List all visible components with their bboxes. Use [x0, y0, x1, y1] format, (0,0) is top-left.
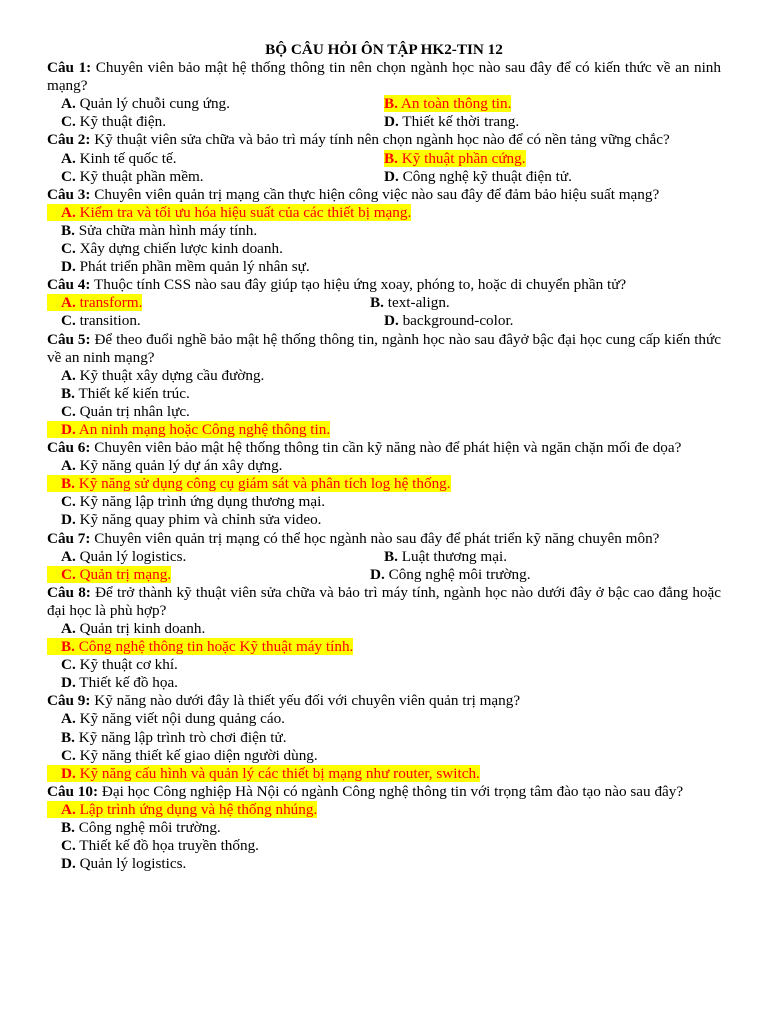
option-b-correct: B. Công nghệ thông tin hoặc Kỹ thuật máy tính.	[47, 638, 721, 656]
option-d: D. Phát triển phần mềm quản lý nhân sự.	[61, 258, 310, 276]
question-text: Chuyên viên quản trị mạng cần thực hiện công việc nào sau đây để đảm bảo hiệu suất mạng?	[90, 185, 660, 203]
option-b-correct: B. Kỹ năng sử dụng công cụ giám sát và phân tích log hệ thống.	[47, 475, 721, 493]
option-row	[47, 294, 721, 312]
option-b: B. Công nghệ môi trường.	[61, 819, 221, 837]
question-3	[47, 186, 721, 204]
option-c: C. Xây dựng chiến lược kinh doanh.	[61, 240, 283, 258]
question-8	[47, 584, 721, 620]
question-text: Thuộc tính CSS nào sau đây giúp tạo hiệu ứng xoay, phóng to, hoặc di chuyển phần tử?	[90, 276, 627, 294]
option-b: B. Sửa chữa màn hình máy tính.	[61, 221, 258, 239]
option-a: A. Kỹ năng viết nội dung quảng cáo.	[61, 710, 285, 728]
option-c: C. transition.	[61, 312, 141, 330]
option-row	[47, 548, 721, 566]
option-row	[47, 312, 721, 330]
option-c-correct: C. Quản trị mạng.	[47, 566, 370, 584]
question-9	[47, 692, 721, 710]
question-1	[47, 59, 721, 95]
option-row	[47, 150, 721, 168]
option-b: B. Luật thương mại.	[384, 547, 507, 565]
question-10	[47, 783, 721, 801]
option-d: D. Thiết kế thời trang.	[384, 113, 520, 131]
option-a: A. Kinh tế quốc tế.	[61, 149, 177, 167]
option-row	[47, 168, 721, 186]
option-b: B. Kỹ năng lập trình trò chơi điện tử.	[61, 728, 287, 746]
option-c: C. Kỹ thuật cơ khí.	[61, 656, 178, 674]
question-label: Câu 10:	[47, 782, 99, 800]
question-text: Để trở thành kỹ thuật viên sửa chữa và bảo trì máy tính, ngành học nào dưới đây ở bậc cao đẳng hoặc đại học là phù hợp?	[47, 583, 721, 619]
option-row	[47, 566, 721, 584]
option-row	[47, 113, 721, 131]
question-2	[47, 131, 721, 149]
option-a-correct: A. Lập trình ứng dụng và hệ thống nhúng.	[47, 801, 721, 819]
option-b-correct: B. Kỹ thuật phần cứng.	[384, 149, 526, 167]
option-c: C. Kỹ thuật điện.	[61, 113, 167, 131]
option-a: A. Quản lý logistics.	[61, 547, 187, 565]
option-a: A. Kỹ thuật xây dựng cầu đường.	[61, 366, 265, 384]
question-label: Câu 7:	[47, 529, 91, 547]
option-a: A. Quản trị kinh doanh.	[61, 620, 206, 637]
option-d: D. Công nghệ môi trường.	[370, 565, 531, 583]
question-label: Câu 5:	[47, 330, 91, 348]
option-b: B. Thiết kế kiến trúc.	[61, 384, 190, 402]
option-c: C. Kỹ thuật phần mềm.	[61, 167, 204, 185]
option-d: D. Kỹ năng quay phim và chỉnh sửa video.	[61, 511, 322, 529]
question-label: Câu 6:	[47, 439, 91, 457]
option-c: C. Kỹ năng thiết kế giao diện người dùng.	[61, 746, 318, 764]
question-label: Câu 8:	[47, 583, 91, 601]
question-6	[47, 439, 721, 457]
option-a-correct: A. Kiểm tra và tối ưu hóa hiệu suất của các thiết bị mạng.	[47, 204, 721, 222]
option-c: C. Thiết kế đồ họa truyền thống.	[61, 837, 259, 855]
option-d-correct: D. An ninh mạng hoặc Công nghệ thông tin.	[47, 421, 721, 439]
option-d: D. Công nghệ kỹ thuật điện tử.	[384, 167, 572, 185]
option-c: C. Kỹ năng lập trình ứng dụng thương mại.	[61, 493, 326, 511]
option-a-correct: A. transform.	[47, 294, 370, 312]
option-b-correct: B. An toàn thông tin.	[384, 95, 512, 113]
option-a: A. Quản lý chuỗi cung ứng.	[61, 95, 230, 113]
option-d: D. Thiết kế đồ họa.	[61, 674, 178, 692]
question-text: Kỹ thuật viên sửa chữa và bảo trì máy tính nên chọn ngành học nào để có nền tảng vững chắc?	[90, 131, 670, 149]
question-7	[47, 530, 721, 548]
question-text: Để theo đuổi nghề bảo mật hệ thống thông tin, ngành học nào sau đâyở bậc đại học cung cấp kiến thức về an ninh mạng?	[47, 330, 721, 366]
option-row	[47, 95, 721, 113]
question-text: Chuyên viên quản trị mạng có thể học ngành nào sau đây để phát triển kỹ năng chuyên môn?	[90, 529, 660, 547]
document-title: BỘ CÂU HỎI ÔN TẬP HK2-TIN 12	[265, 41, 503, 58]
option-d-correct: D. Kỹ năng cấu hình và quản lý các thiết bị mạng như router, switch.	[47, 765, 721, 783]
option-c: C. Quản trị nhân lực.	[61, 402, 190, 420]
option-a: A. Kỹ năng quản lý dự án xây dựng.	[61, 457, 283, 475]
question-text: Đại học Công nghiệp Hà Nội có ngành Công nghệ thông tin với trọng tâm đào tạo nào sau đây?	[98, 782, 684, 800]
question-text: Kỹ năng nào dưới đây là thiết yếu đối với chuyên viên quản trị mạng?	[90, 692, 521, 710]
question-label: Câu 3:	[47, 185, 91, 203]
option-b: B. text-align.	[370, 294, 450, 312]
question-label: Câu 1:	[47, 59, 92, 77]
option-d: D. Quản lý logistics.	[61, 855, 187, 873]
question-label: Câu 2:	[47, 131, 91, 149]
question-label: Câu 4:	[47, 276, 91, 294]
question-4	[47, 276, 721, 294]
question-label: Câu 9:	[47, 692, 91, 710]
question-text: Chuyên viên bảo mật hệ thống thông tin nên chọn ngành học nào sau đây để có kiến thức về an ninh mạng?	[47, 59, 721, 95]
question-text: Chuyên viên bảo mật hệ thống thông tin cần kỹ năng nào để phát hiện và ngăn chặn mối đe dọa?	[90, 439, 682, 457]
option-d: D. background-color.	[384, 312, 514, 330]
question-5	[47, 331, 721, 367]
